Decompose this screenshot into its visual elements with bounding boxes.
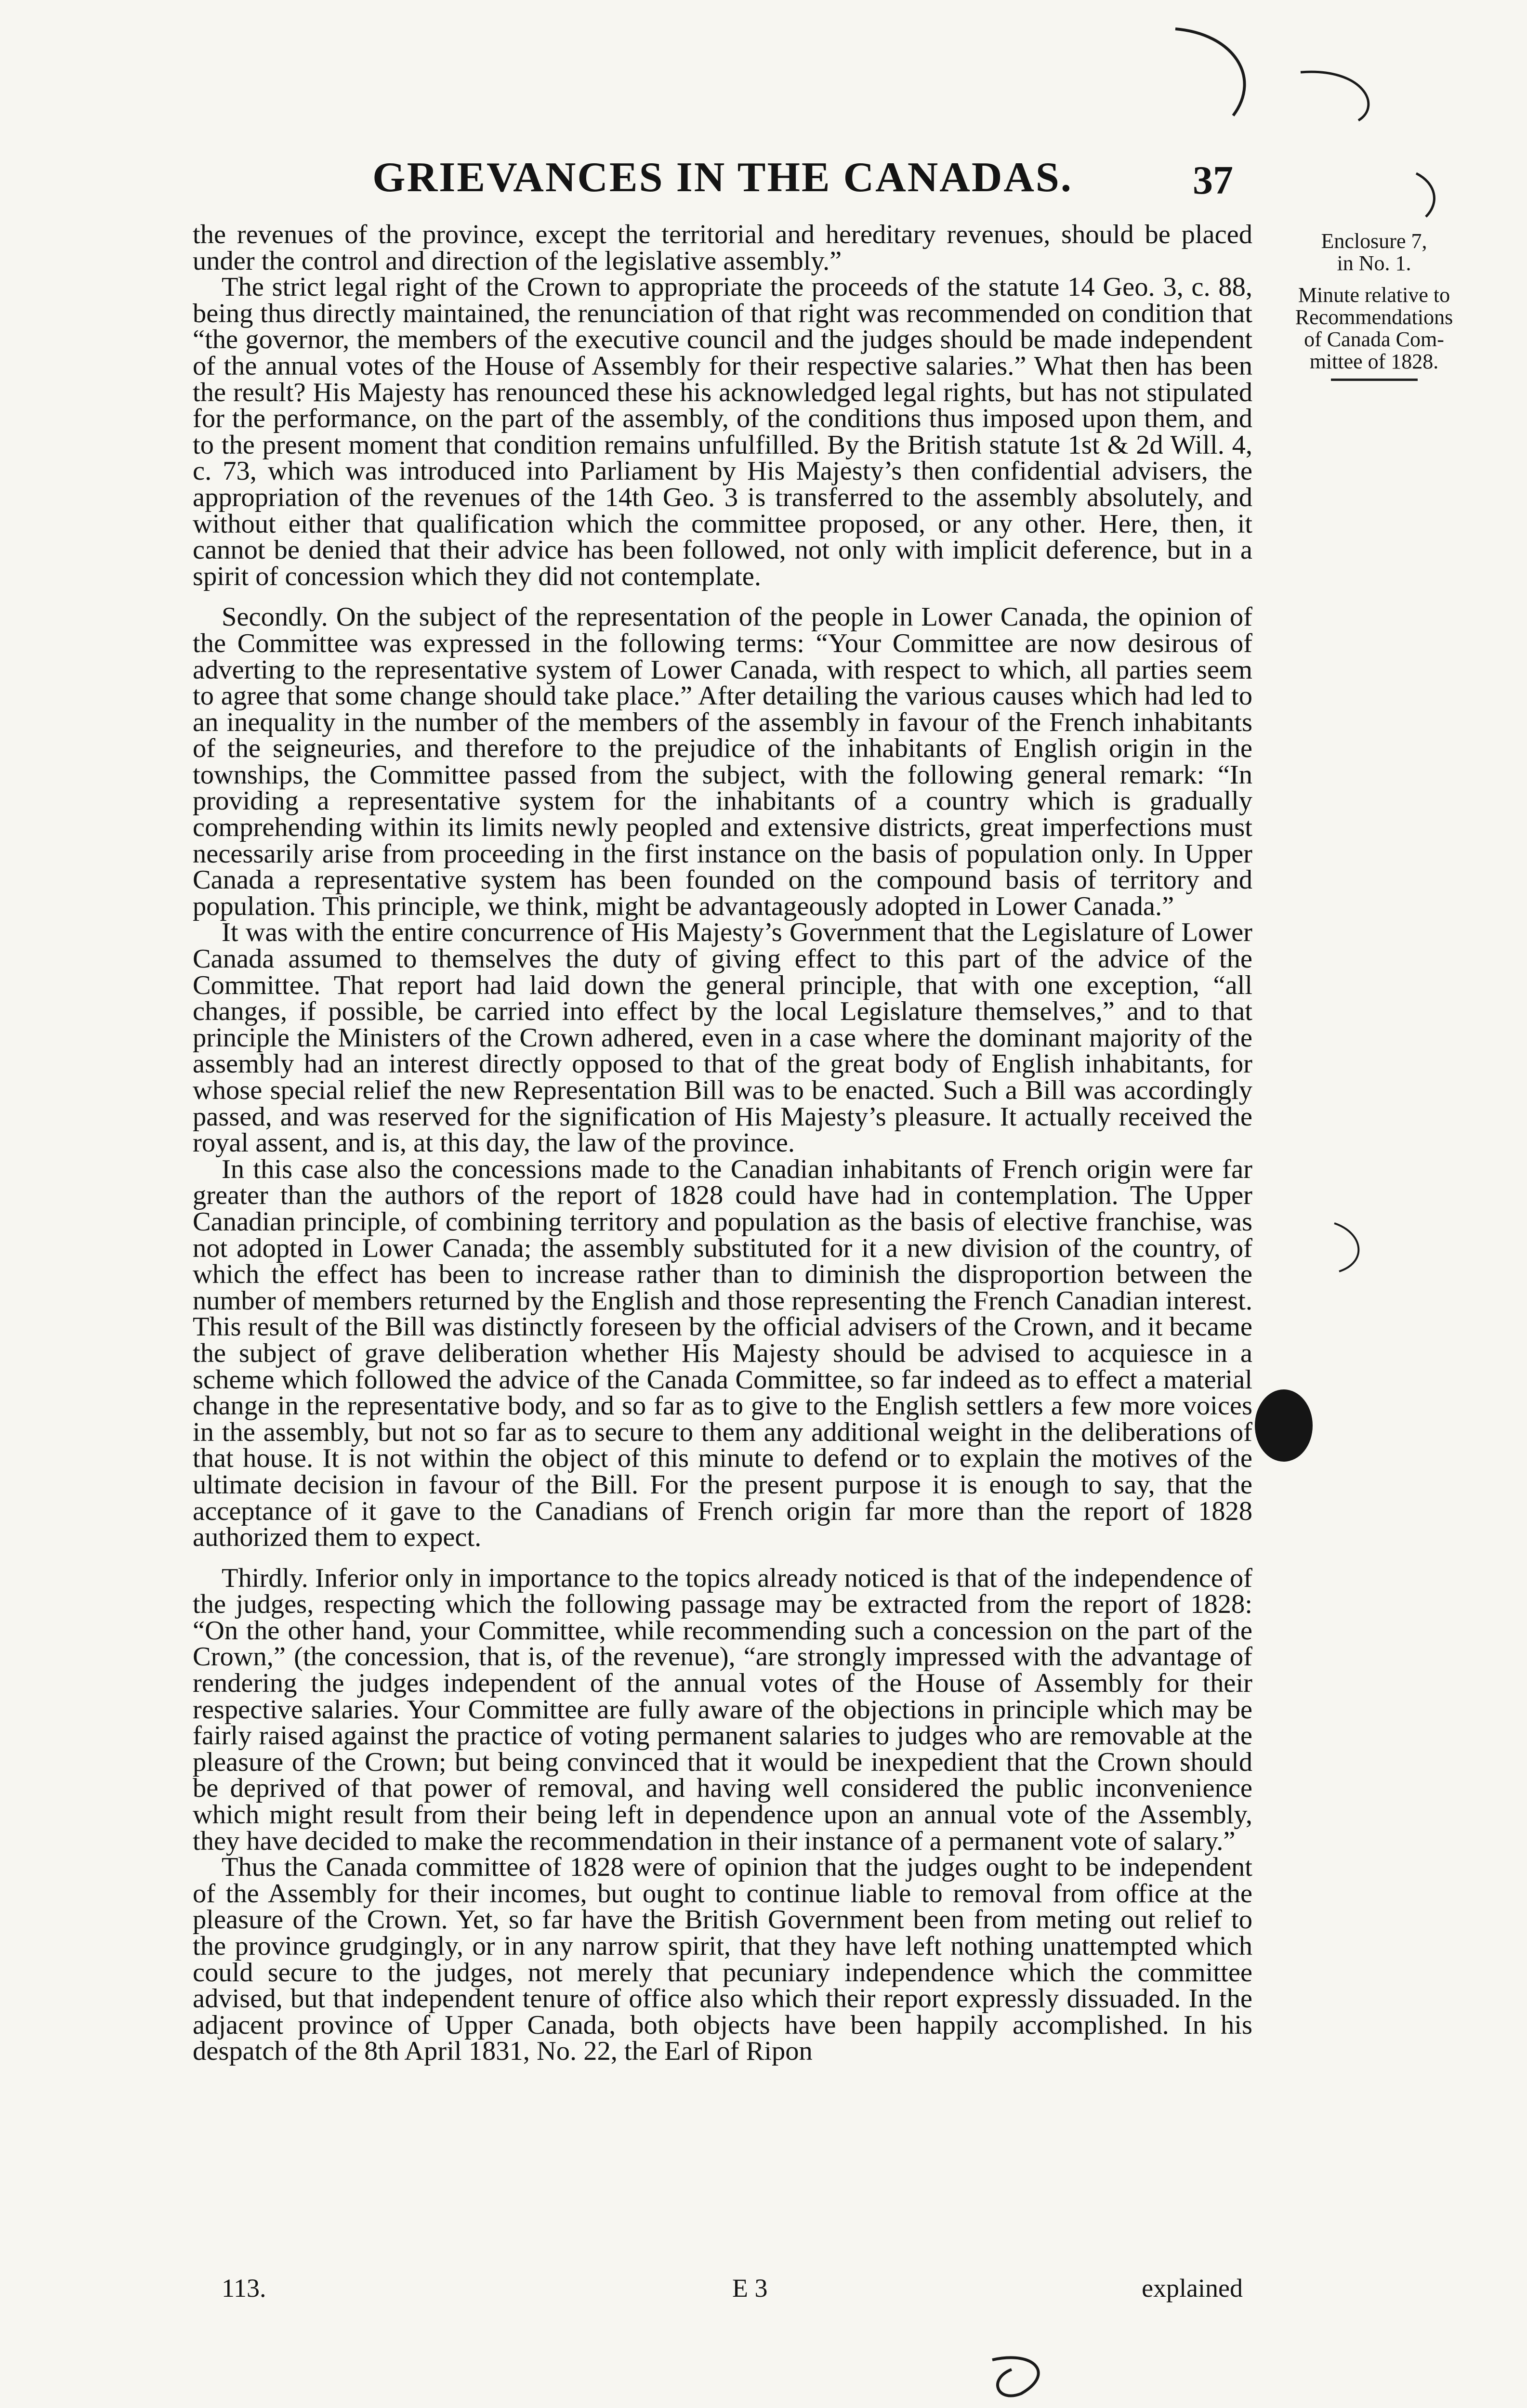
running-title: GRIEVANCES IN THE CANADAS. xyxy=(372,154,1073,201)
footer-catchword: explained xyxy=(1142,2274,1243,2303)
margin-line-2: Recommendations xyxy=(1295,305,1453,329)
margin-line-1: Minute relative to xyxy=(1298,283,1450,307)
margin-line-3: of Canada Com- xyxy=(1304,327,1444,351)
paragraph: It was with the entire concurrence of His Majesty’s Government that the Legislature of Lower Canada assumed to themselves the duty of giving effect to this part of the advice of the Committee. That report had laid down the general principle, that with one exception, “all changes, if possible, be carried into effect by the local Legislature themselves,” and to that principle the Ministers of the Crown adhered, even in a case where the dominant majority of the assembly had an interest directly opposed to that of the great body of English inhabitants, for whose special relief the new Representation Bill was to be enacted. Such a Bill was accordingly passed, and was reserved for the signification of His Majesty’s pleasure. It actually received the royal assent, and is, at this day, the law of the province. xyxy=(193,917,1252,1158)
margin-enclosure: Enclosure 7, xyxy=(1321,229,1427,253)
paragraph: the revenues of the province, except the territorial and hereditary revenues, should be placed under the control and direction of the legislative assembly.” xyxy=(193,220,1252,276)
margin-note xyxy=(1264,230,1484,381)
paragraph: The strict legal right of the Crown to appropriate the proceeds of the statute 14 Geo. 3, c. 88, being thus directly maintained, the renunciation of that right was recommended on condition that “the governor, the members of the executive council and the judges should be made independent of the annual votes of the House of Assembly for their respective salaries.” What then has been the result? His Majesty has renounced these his acknowledged legal rights, but has not stipulated for the performance, on the part of the assembly, of the conditions thus imposed upon them, and to the present moment that condition remains unfulfilled. By the British statute 1st & 2d Will. 4, c. 73, which was introduced into Parliament by His Majesty’s then confidential advisers, the appropriation of the revenues of the 14th Geo. 3 is transferred to the assembly absolutely, and without either that qualification which the committee proposed, or any other. Here, then, it cannot be denied that their advice has been followed, not only with implicit deference, but in a spirit of concession which they did not contemplate. xyxy=(193,272,1252,591)
paragraph: Thirdly. Inferior only in importance to the topics already noticed is that of the independence of the judges, respecting which the following passage may be extracted from the report of 1828: “On the other hand, your Committee, while recommending such a concession on the part of the Crown,” (the concession, that is, of the revenue), “are strongly impressed with the advantage of rendering the judges independent of the annual votes of the House of Assembly for their respective salaries. Your Committee are fully aware of the objections in principle which may be fairly raised against the practice of voting permanent salaries to judges who are removable at the pleasure of the Crown; but being convinced that it would be inexpedient that the Crown should be deprived of that power of removal, and having well considered the public inconvenience which might result from their being left in dependence upon an annual vote of the Assembly, they have decided to make the recommendation in their instance of a permanent vote of salary.” xyxy=(193,1563,1252,1856)
page-footer xyxy=(193,2273,1252,2307)
margin-rule xyxy=(1331,379,1418,381)
body-text xyxy=(193,222,1252,2065)
margin-line-4: mittee of 1828. xyxy=(1309,350,1439,373)
footer-signature-mark: E 3 xyxy=(732,2274,768,2303)
paragraph: Thus the Canada committee of 1828 were of opinion that the judges ought to be independent of the Assembly for their incomes, but ought to continue liable to removal from office at the pleasure of the Crown. Yet, so far have the British Government been from meting out relief to the province grudgingly, or in any narrow spirit, that they have left nothing unattempted which could secure to the judges, not merely that pecuniary independence which the committee advised, but that independent tenure of office also which their report expressly dissuaded. In the adjacent province of Upper Canada, both objects have been happily accomplished. In his despatch of the 8th April 1831, No. 22, the Earl of Ripon xyxy=(193,1852,1252,2067)
page-header xyxy=(193,153,1252,206)
paragraph: In this case also the concessions made to the Canadian inhabitants of French origin were far greater than the authors of the report of 1828 could have had in contemplation. The Upper Canadian principle, of combining territory and population as the basis of elective franchise, was not adopted in Lower Canada; the assembly substituted for it a new division of the country, of which the effect has been to increase rather than to diminish the disproportion between the number of members returned by the English and those representing the French Canadian interest. This result of the Bill was distinctly foreseen by the official advisers of the Crown, and it became the subject of grave deliberation whether His Majesty should be advised to acquiesce in a scheme which followed the advice of the Canada Committee, so far indeed as to effect a material change in the representative body, and so far as to give to the English settlers a few more voices in the assembly, but not so far as to secure to them any additional weight in the deliberations of that house. It is not within the object of this minute to defend or to explain the motives of the ultimate decision in favour of the Bill. For the present purpose it is enough to say, that the acceptance of it gave to the Canadians of French origin far more than the report of 1828 authorized them to expect. xyxy=(193,1154,1252,1553)
paragraph: Secondly. On the subject of the representation of the people in Lower Canada, the opinion of the Committee was expressed in the following terms: “Your Committee are now desirous of adverting to the representative system of Lower Canada, with respect to which, all parties seem to agree that some change should take place.” After detailing the various causes which had led to an inequality in the number of the members of the assembly in favour of the French inhabitants of the seigneuries, and therefore to the prejudice of the inhabitants of English origin in the townships, the Committee passed from the subject, with the following general remark: “In providing a representative system for the inhabitants of a country which is gradually comprehending within its limits newly peopled and extensive districts, great imperfections must necessarily arise from proceeding in the first instance on the basis of population only. In Upper Canada a representative system has been founded on the compound basis of territory and population. This principle, we think, might be advantageously adopted in Lower Canada.” xyxy=(193,602,1252,921)
footer-sheet-number: 113. xyxy=(222,2274,266,2303)
page-number: 37 xyxy=(1193,158,1233,203)
margin-enclosure-no: in No. 1. xyxy=(1337,251,1411,275)
